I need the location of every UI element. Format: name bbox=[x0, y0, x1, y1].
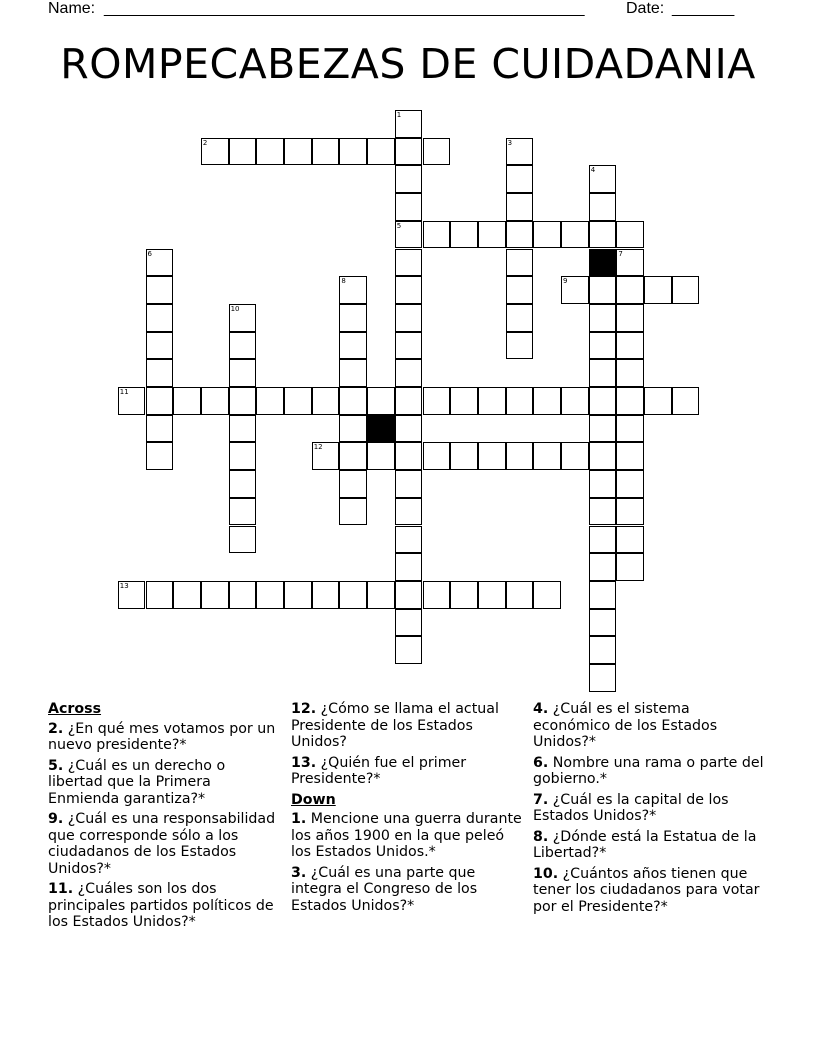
crossword-cell[interactable] bbox=[616, 359, 644, 387]
crossword-cell[interactable] bbox=[561, 276, 589, 304]
clues-column-3 bbox=[533, 701, 769, 919]
crossword-cell[interactable] bbox=[644, 387, 672, 415]
crossword-cell[interactable] bbox=[616, 304, 644, 332]
crossword-cell[interactable] bbox=[367, 138, 395, 166]
clue-across-9: 9. ¿Cuál es una responsabilidad que corresponde sólo a los ciudadanos de los Estados Unidos?* bbox=[48, 811, 276, 877]
blocked-cell bbox=[589, 249, 617, 277]
clue-number: 13 bbox=[119, 581, 129, 590]
crossword-cell[interactable] bbox=[616, 249, 644, 277]
clue-down-4: 4. ¿Cuál es el sistema económico de los Estados Unidos?* bbox=[533, 701, 718, 750]
crossword-cell[interactable] bbox=[395, 359, 423, 387]
crossword-cell[interactable] bbox=[561, 387, 589, 415]
clue-down-8: 8. ¿Dónde está la Estatua de la Libertad?* bbox=[533, 828, 757, 861]
crossword-cell[interactable] bbox=[589, 221, 617, 249]
crossword-cell[interactable] bbox=[672, 276, 700, 304]
clue-number: 8 bbox=[341, 277, 346, 286]
crossword-cell[interactable] bbox=[146, 249, 174, 277]
crossword-cell[interactable] bbox=[533, 581, 561, 609]
crossword-cell[interactable] bbox=[395, 193, 423, 221]
crossword-cell[interactable] bbox=[256, 138, 284, 166]
crossword-cell[interactable] bbox=[450, 387, 478, 415]
crossword-cell[interactable] bbox=[395, 470, 423, 498]
crossword-cell[interactable] bbox=[616, 332, 644, 360]
crossword-cell[interactable] bbox=[395, 387, 423, 415]
crossword-cell[interactable] bbox=[616, 526, 644, 554]
crossword-cell[interactable] bbox=[229, 359, 257, 387]
crossword-cell[interactable] bbox=[478, 581, 506, 609]
crossword-cell[interactable] bbox=[561, 221, 589, 249]
crossword-cell[interactable] bbox=[533, 442, 561, 470]
crossword-cell[interactable] bbox=[284, 581, 312, 609]
page-title: ROMPECABEZAS DE CUIDADANIA bbox=[60, 40, 756, 88]
crossword-cell[interactable] bbox=[146, 359, 174, 387]
crossword-cell[interactable] bbox=[589, 387, 617, 415]
crossword-cell[interactable] bbox=[229, 415, 257, 443]
clue-across-5: 5. ¿Cuál es un derecho o libertad que la Primera Enmienda garantiza?* bbox=[48, 757, 226, 807]
crossword-cell[interactable] bbox=[395, 581, 423, 609]
crossword-cell[interactable] bbox=[146, 276, 174, 304]
crossword-cell[interactable] bbox=[229, 304, 257, 332]
crossword-cell[interactable] bbox=[561, 442, 589, 470]
clue-number: 7 bbox=[618, 249, 623, 258]
crossword-cell[interactable] bbox=[229, 387, 257, 415]
crossword-cell[interactable] bbox=[450, 442, 478, 470]
crossword-cell[interactable] bbox=[616, 221, 644, 249]
crossword-cell[interactable] bbox=[367, 442, 395, 470]
crossword-cell[interactable] bbox=[506, 276, 534, 304]
crossword-cell[interactable] bbox=[395, 553, 423, 581]
clue-across-12: 12. ¿Cómo se llama el actual Presidente de los Estados Unidos? bbox=[291, 701, 499, 750]
crossword-cell[interactable] bbox=[478, 442, 506, 470]
crossword-cell[interactable] bbox=[589, 498, 617, 526]
crossword-cell[interactable] bbox=[395, 526, 423, 554]
crossword-cell[interactable] bbox=[229, 498, 257, 526]
crossword-cell[interactable] bbox=[506, 387, 534, 415]
crossword-cell[interactable] bbox=[616, 387, 644, 415]
across-heading: Across bbox=[48, 701, 102, 717]
crossword-cell[interactable] bbox=[616, 498, 644, 526]
crossword-cell[interactable] bbox=[284, 387, 312, 415]
crossword-cell[interactable] bbox=[339, 387, 367, 415]
crossword-cell[interactable] bbox=[589, 581, 617, 609]
crossword-cell[interactable] bbox=[256, 581, 284, 609]
crossword-cell[interactable] bbox=[616, 276, 644, 304]
crossword-cell[interactable] bbox=[146, 304, 174, 332]
crossword-cell[interactable] bbox=[395, 165, 423, 193]
crossword-cell[interactable] bbox=[146, 387, 174, 415]
crossword-cell[interactable] bbox=[367, 387, 395, 415]
crossword-cell[interactable] bbox=[423, 387, 451, 415]
name-field[interactable]: ______________________________________________________ bbox=[104, 0, 585, 17]
crossword-cell[interactable] bbox=[533, 221, 561, 249]
crossword-cell[interactable] bbox=[616, 442, 644, 470]
crossword-cell[interactable] bbox=[589, 609, 617, 637]
crossword-cell[interactable] bbox=[339, 581, 367, 609]
crossword-cell[interactable] bbox=[339, 470, 367, 498]
clue-number: 11 bbox=[119, 388, 129, 396]
crossword-cell[interactable] bbox=[312, 581, 340, 609]
crossword-cell[interactable] bbox=[284, 138, 312, 166]
crossword-cell[interactable] bbox=[533, 387, 561, 415]
crossword-cell[interactable] bbox=[450, 221, 478, 249]
crossword-cell[interactable] bbox=[616, 470, 644, 498]
clue-number: 9 bbox=[563, 277, 568, 286]
crossword-cell[interactable] bbox=[478, 221, 506, 249]
date-field[interactable]: _______ bbox=[672, 0, 735, 17]
clue-number: 4 bbox=[590, 166, 596, 175]
clue-down-7: 7. ¿Cuál es la capital de los Estados Unidos?* bbox=[533, 791, 729, 824]
crossword-cell[interactable] bbox=[229, 526, 257, 554]
crossword-cell[interactable] bbox=[118, 387, 146, 415]
crossword-cell[interactable] bbox=[229, 442, 257, 470]
crossword-cell[interactable] bbox=[589, 359, 617, 387]
crossword-cell[interactable] bbox=[229, 332, 257, 360]
crossword-cell[interactable] bbox=[589, 442, 617, 470]
crossword-cell[interactable] bbox=[312, 442, 340, 470]
crossword-cell[interactable] bbox=[395, 442, 423, 470]
crossword-cell[interactable] bbox=[173, 581, 201, 609]
crossword-cell[interactable] bbox=[395, 415, 423, 443]
clue-across-13: 13. ¿Quién fue el primer Presidente?* bbox=[291, 754, 467, 787]
crossword-cell[interactable] bbox=[256, 387, 284, 415]
crossword-cell[interactable] bbox=[672, 387, 700, 415]
crossword-cell[interactable] bbox=[146, 332, 174, 360]
clue-number: 12 bbox=[313, 443, 323, 452]
crossword-cell[interactable] bbox=[589, 193, 617, 221]
crossword-cell[interactable] bbox=[506, 138, 534, 166]
crossword-cell[interactable] bbox=[589, 415, 617, 443]
crossword-cell[interactable] bbox=[423, 442, 451, 470]
clues-column-2 bbox=[291, 701, 527, 918]
crossword-cell[interactable] bbox=[506, 442, 534, 470]
clue-across-2: 2. ¿En qué mes votamos por un nuevo presidente?* bbox=[48, 720, 276, 753]
clue-down-3: 3. ¿Cuál es una parte que integra el Congreso de los Estados Unidos?* bbox=[291, 864, 478, 914]
crossword-cell[interactable] bbox=[367, 581, 395, 609]
crossword-cell[interactable] bbox=[395, 332, 423, 360]
crossword-cell[interactable] bbox=[423, 581, 451, 609]
clue-number: 5 bbox=[396, 221, 402, 230]
crossword-cell[interactable] bbox=[616, 415, 644, 443]
crossword-cell[interactable] bbox=[395, 304, 423, 332]
crossword-cell[interactable] bbox=[395, 498, 423, 526]
crossword-cell[interactable] bbox=[339, 304, 367, 332]
crossword-cell[interactable] bbox=[339, 359, 367, 387]
crossword-cell[interactable] bbox=[201, 138, 229, 166]
crossword-cell[interactable] bbox=[506, 193, 534, 221]
crossword-cell[interactable] bbox=[395, 636, 423, 664]
blocked-cell bbox=[367, 415, 395, 443]
date-label: Date: bbox=[626, 0, 665, 17]
crossword-cell[interactable] bbox=[312, 138, 340, 166]
crossword-cell[interactable] bbox=[506, 304, 534, 332]
crossword-cell[interactable] bbox=[589, 276, 617, 304]
crossword-cell[interactable] bbox=[589, 470, 617, 498]
crossword-cell[interactable] bbox=[506, 581, 534, 609]
crossword-cell[interactable] bbox=[339, 138, 367, 166]
crossword-cell[interactable] bbox=[395, 609, 423, 637]
crossword-cell[interactable] bbox=[589, 332, 617, 360]
crossword-cell[interactable] bbox=[229, 138, 257, 166]
crossword-cell[interactable] bbox=[589, 636, 617, 664]
crossword-cell[interactable] bbox=[339, 332, 367, 360]
clue-number: 6 bbox=[147, 249, 152, 258]
crossword-cell[interactable] bbox=[506, 165, 534, 193]
crossword-cell[interactable] bbox=[146, 415, 174, 443]
crossword-cell[interactable] bbox=[506, 332, 534, 360]
crossword-cell[interactable] bbox=[146, 442, 174, 470]
clue-number: 1 bbox=[396, 111, 402, 119]
crossword-cell[interactable] bbox=[339, 276, 367, 304]
crossword-cell[interactable] bbox=[506, 249, 534, 277]
crossword-cell[interactable] bbox=[478, 387, 506, 415]
crossword-cell[interactable] bbox=[395, 138, 423, 166]
crossword-cell[interactable] bbox=[423, 221, 451, 249]
crossword-cell[interactable] bbox=[229, 581, 257, 609]
crossword-cell[interactable] bbox=[201, 581, 229, 609]
crossword-cell[interactable] bbox=[118, 581, 146, 609]
clue-number: 10 bbox=[230, 304, 240, 313]
crossword-cell[interactable] bbox=[229, 470, 257, 498]
crossword-cell[interactable] bbox=[589, 526, 617, 554]
crossword-cell[interactable] bbox=[395, 276, 423, 304]
name-label: Name: bbox=[48, 0, 96, 17]
crossword-cell[interactable] bbox=[395, 221, 423, 249]
crossword-cell[interactable] bbox=[423, 138, 451, 166]
clue-across-11: 11. ¿Cuáles son los dos principales partidos políticos de los Estados Unidos?* bbox=[48, 881, 274, 930]
crossword-cell[interactable] bbox=[450, 581, 478, 609]
clue-down-10: 10. ¿Cuántos años tienen que tener los ciudadanos para votar por el Presidente?* bbox=[533, 865, 760, 915]
crossword-cell[interactable] bbox=[644, 276, 672, 304]
crossword-cell[interactable] bbox=[312, 387, 340, 415]
clue-down-6: 6. Nombre una rama o parte del gobierno.* bbox=[533, 754, 764, 787]
crossword-cell[interactable] bbox=[589, 553, 617, 581]
down-heading: Down bbox=[291, 791, 336, 808]
crossword-cell[interactable] bbox=[616, 553, 644, 581]
crossword-cell[interactable] bbox=[339, 442, 367, 470]
crossword-cell[interactable] bbox=[395, 110, 423, 138]
crossword-cell[interactable] bbox=[173, 387, 201, 415]
crossword-cell[interactable] bbox=[589, 304, 617, 332]
crossword-cell[interactable] bbox=[589, 664, 617, 692]
crossword-cell[interactable] bbox=[339, 498, 367, 526]
clues-column-1 bbox=[48, 701, 276, 935]
crossword-cell[interactable] bbox=[589, 165, 617, 193]
crossword-cell[interactable] bbox=[339, 415, 367, 443]
crossword-cell[interactable] bbox=[395, 249, 423, 277]
clue-number: 3 bbox=[507, 138, 513, 147]
crossword-cell[interactable] bbox=[506, 221, 534, 249]
clue-down-1: 1. Mencione una guerra durante los años 1900 en la que peleó los Estados Unidos.* bbox=[291, 811, 522, 860]
clue-number: 2 bbox=[202, 138, 208, 147]
crossword-cell[interactable] bbox=[201, 387, 229, 415]
crossword-cell[interactable] bbox=[146, 581, 174, 609]
